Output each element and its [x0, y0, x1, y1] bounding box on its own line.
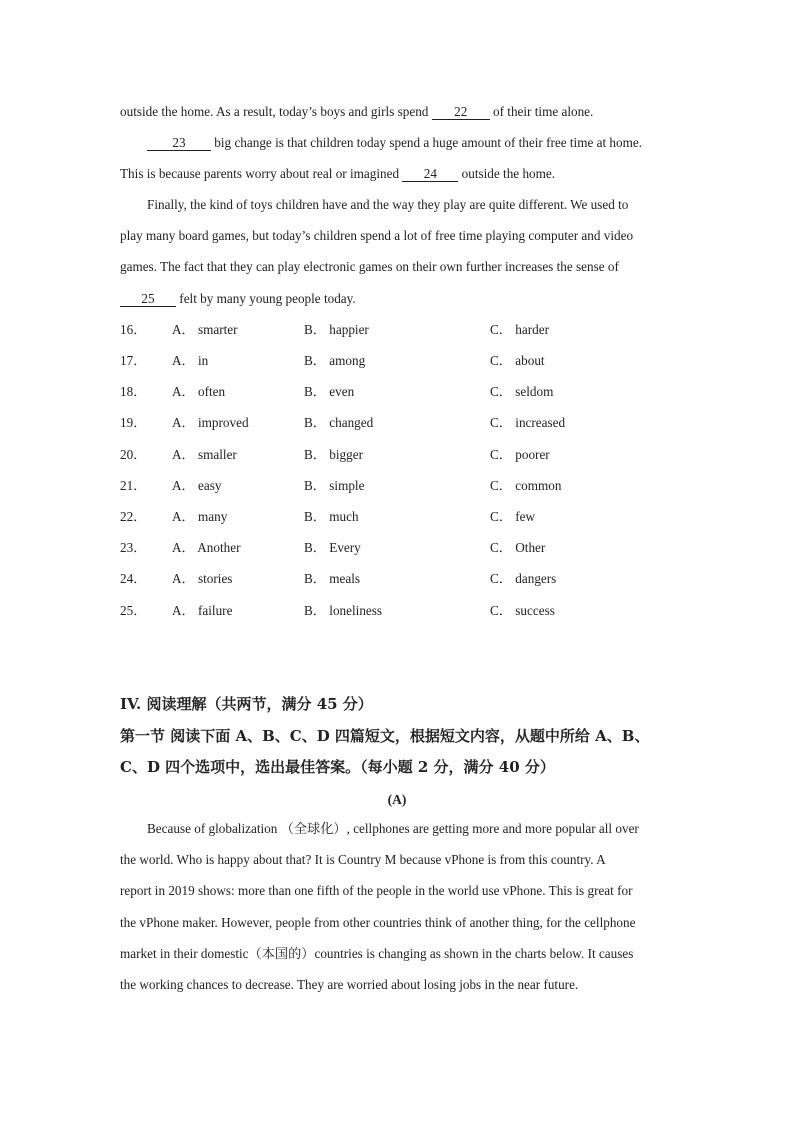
option-c: C． harder: [490, 322, 549, 337]
passage-a-line-2: the world. Who is happy about that? It is Country M because vPhone is from this country. A: [120, 852, 606, 867]
option-b: B． even: [304, 384, 355, 399]
part-instructions-line-1: 第一节 阅读下面 A、B、C、D 四篇短文，根据短文内容，从题中所给 A、B、: [120, 727, 650, 745]
question-number: 20．: [120, 447, 147, 462]
passage-text: felt by many young people today.: [176, 291, 356, 306]
option-c: C． poorer: [490, 447, 550, 462]
question-number: 22．: [120, 509, 147, 524]
option-a: A． in: [172, 353, 209, 368]
option-b: B． happier: [304, 322, 369, 337]
passage-line-4: Finally, the kind of toys children have and the way they play are quite different. We used to: [147, 197, 629, 212]
passage-line-3: [120, 165, 555, 183]
option-c: C． seldom: [490, 384, 554, 399]
passage-line-6: games. The fact that they can play electronic games on their own further increases the sense of: [120, 259, 619, 274]
option-c: C． about: [490, 353, 545, 368]
passage-text: outside the home. As a result, today’s boys and girls spend: [120, 104, 432, 119]
passage-text: This is because parents worry about real or imagined: [120, 166, 403, 181]
option-b: B． changed: [304, 415, 374, 430]
passage-line-2: [147, 134, 642, 152]
option-c: C． dangers: [490, 571, 557, 586]
option-a: A． improved: [172, 415, 249, 430]
section-title: IV. 阅读理解（共两节，满分 45 分）: [120, 695, 373, 713]
passage-text: of their time alone.: [489, 104, 594, 119]
passage-line-5: play many board games, but today’s children spend a lot of free time playing computer and video: [120, 228, 634, 243]
option-c: C． few: [490, 509, 536, 524]
passage-a-line-6: the working chances to decrease. They are worried about losing jobs in the near future.: [120, 977, 579, 992]
option-b: B． bigger: [304, 447, 363, 462]
blank-24: 24: [402, 166, 458, 182]
part-instructions-line-2: C、D 四个选项中，选出最佳答案。（每小题 2 分，满分 40 分）: [120, 758, 555, 776]
option-a: A． Another: [172, 540, 241, 555]
passage-line-7: [120, 290, 356, 308]
passage-text: outside the home.: [458, 166, 556, 181]
blank-22: 22: [432, 104, 490, 120]
passage-a-line-4: the vPhone maker. However, people from other countries think of another thing, for the cellphone: [120, 915, 636, 930]
question-number: 16．: [120, 322, 147, 337]
option-b: B． among: [304, 353, 366, 368]
option-a: A． smarter: [172, 322, 238, 337]
option-a: A． stories: [172, 571, 233, 586]
option-a: A． easy: [172, 478, 222, 493]
option-c: C． Other: [490, 540, 546, 555]
passage-a-line-1: Because of globalization （全球化）, cellphones are getting more and more popular all over: [147, 821, 639, 836]
passage-line-1: [120, 103, 593, 121]
passage-a-line-3: report in 2019 shows: more than one fifth of the people in the world use vPhone. This is great for: [120, 883, 633, 898]
option-c: C． success: [490, 603, 555, 618]
passage-text: big change is that children today spend a huge amount of their free time at home.: [211, 135, 643, 150]
question-number: 21．: [120, 478, 147, 493]
option-a: A． often: [172, 384, 226, 399]
option-a: A． failure: [172, 603, 233, 618]
option-a: A． smaller: [172, 447, 237, 462]
question-number: 24．: [120, 571, 147, 586]
option-b: B． meals: [304, 571, 361, 586]
question-number: 23．: [120, 540, 147, 555]
question-number: 19．: [120, 415, 147, 430]
option-c: C． increased: [490, 415, 566, 430]
option-b: B． much: [304, 509, 359, 524]
blank-25: 25: [120, 291, 176, 307]
question-number: 25．: [120, 603, 147, 618]
option-c: C． common: [490, 478, 562, 493]
question-number: 18．: [120, 384, 147, 399]
option-a: A． many: [172, 509, 228, 524]
passage-label: (A): [387, 792, 407, 807]
question-number: 17．: [120, 353, 147, 368]
option-b: B． simple: [304, 478, 365, 493]
option-b: B． loneliness: [304, 603, 383, 618]
passage-a-line-5: market in their domestic（本国的）countries is changing as shown in the charts below. It causes: [120, 946, 634, 961]
blank-23: 23: [147, 135, 211, 151]
option-b: B． Every: [304, 540, 361, 555]
